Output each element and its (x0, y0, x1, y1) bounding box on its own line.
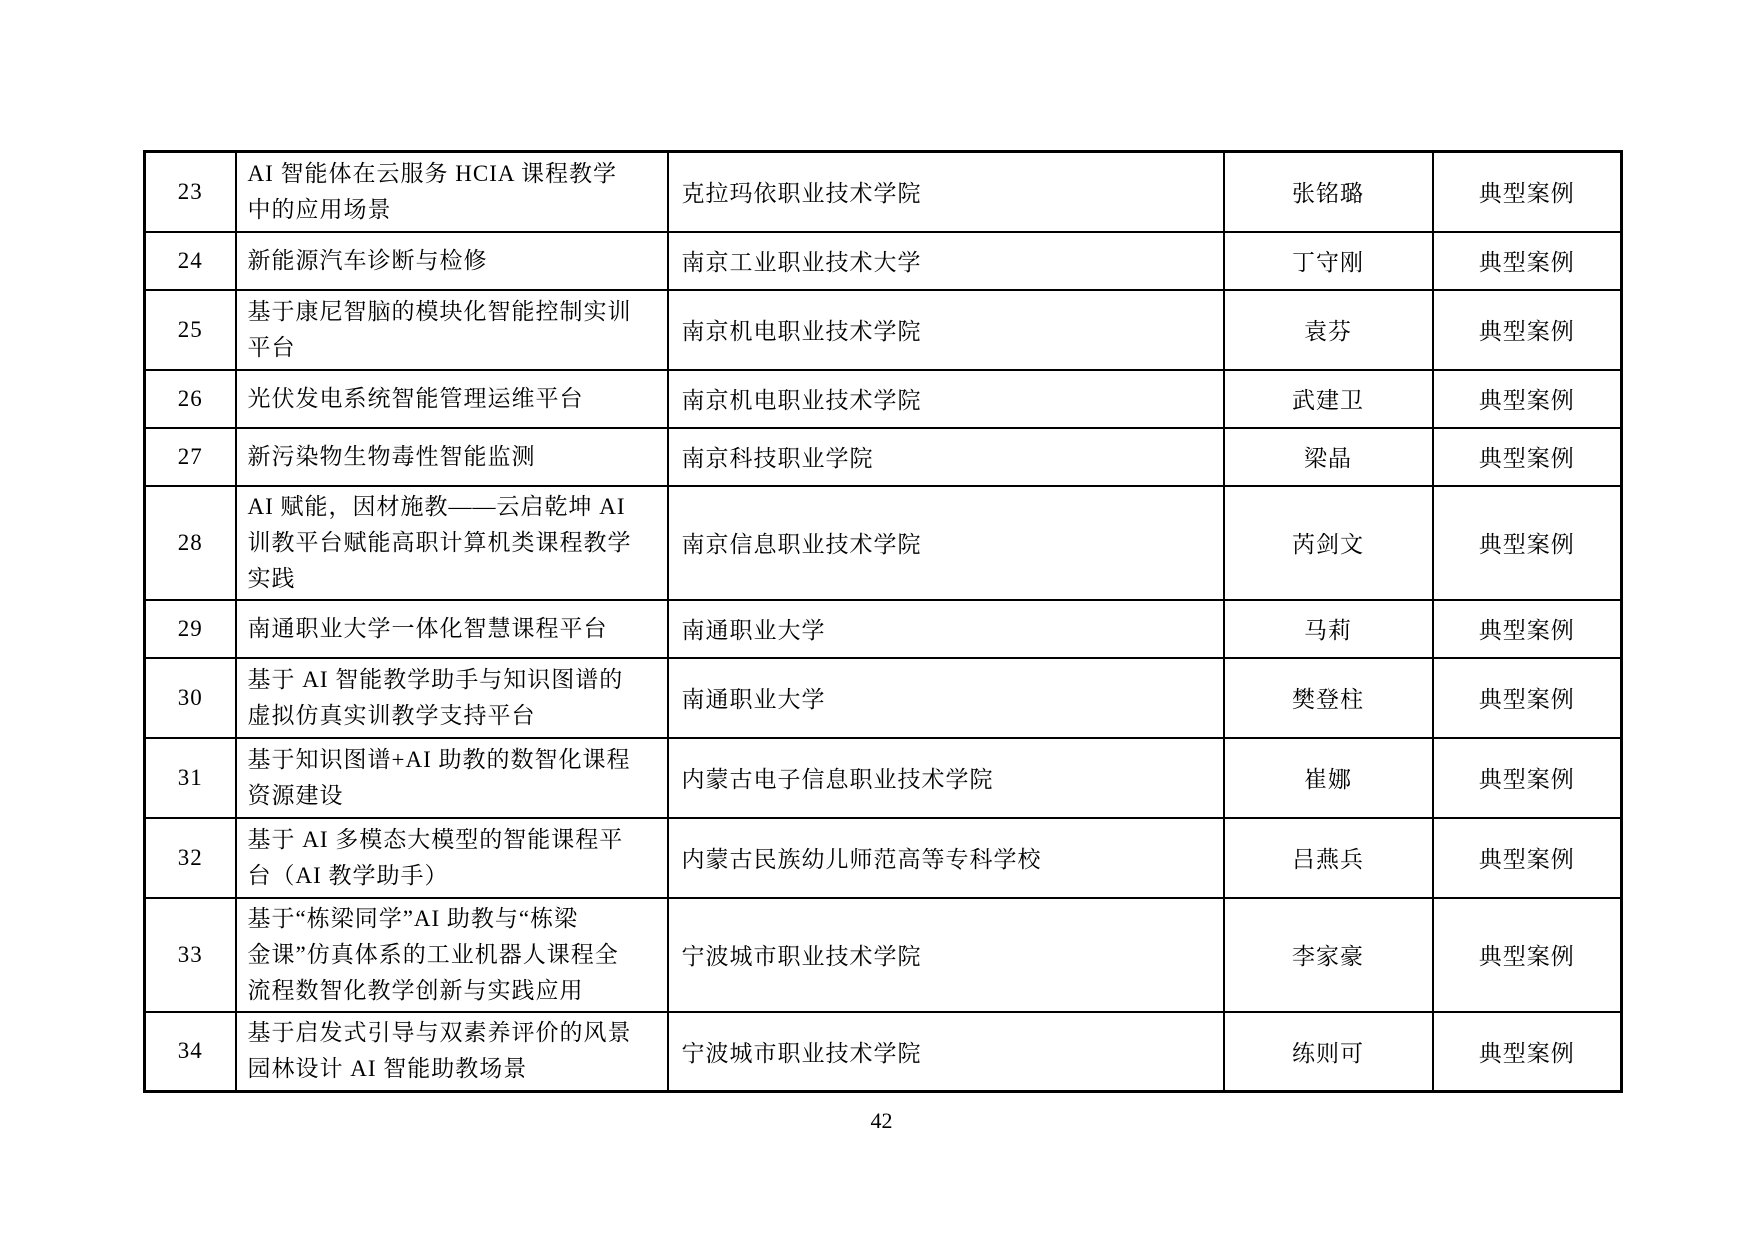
institution-cell: 南京科技职业学院 (668, 428, 1224, 486)
category-cell: 典型案例 (1433, 600, 1622, 658)
project-title-line: 流程数智化教学创新与实践应用 (247, 977, 584, 1003)
person-name-cell: 崔娜 (1224, 738, 1433, 818)
person-name-cell: 武建卫 (1224, 370, 1433, 428)
project-title-cell (236, 370, 668, 428)
project-title-cell (236, 290, 668, 370)
institution-cell: 南京信息职业技术学院 (668, 486, 1224, 600)
person-name-cell: 樊登柱 (1224, 658, 1433, 738)
row-number-cell: 27 (145, 428, 236, 486)
table-row (145, 818, 1622, 898)
category-cell: 典型案例 (1433, 486, 1622, 600)
institution-cell: 宁波城市职业技术学院 (668, 1012, 1224, 1092)
project-title-line: AI 赋能，因材施教——云启乾坤 AI (247, 493, 626, 519)
institution-cell: 南京工业职业技术大学 (668, 232, 1224, 290)
project-title-cell (236, 600, 668, 658)
institution-cell: 南京机电职业技术学院 (668, 290, 1224, 370)
institution-cell: 南通职业大学 (668, 658, 1224, 738)
project-title-line: 园林设计 AI 智能助教场景 (247, 1056, 528, 1082)
institution-cell: 南通职业大学 (668, 600, 1224, 658)
project-title-line: 实践 (247, 565, 296, 591)
table-row (145, 1012, 1622, 1092)
project-title-line: 训教平台赋能高职计算机类课程教学 (247, 529, 632, 555)
category-cell: 典型案例 (1433, 232, 1622, 290)
category-cell: 典型案例 (1433, 370, 1622, 428)
project-title-line: 基于“栋梁同学”AI 助教与“栋梁 (247, 905, 579, 931)
project-title-line: 台（AI 教学助手） (247, 862, 449, 888)
table-row (145, 658, 1622, 738)
row-number-cell: 34 (145, 1012, 236, 1092)
project-title-line: 基于 AI 多模态大模型的智能课程平 (247, 826, 624, 852)
institution-cell: 宁波城市职业技术学院 (668, 898, 1224, 1012)
person-name-cell: 李家豪 (1224, 898, 1433, 1012)
table-row (145, 290, 1622, 370)
category-cell: 典型案例 (1433, 152, 1622, 232)
row-number-cell: 25 (145, 290, 236, 370)
row-number-cell: 29 (145, 600, 236, 658)
category-cell: 典型案例 (1433, 658, 1622, 738)
project-title-cell (236, 486, 668, 600)
page-number: 42 (870, 1108, 893, 1133)
person-name-cell: 练则可 (1224, 1012, 1433, 1092)
person-name-cell: 马莉 (1224, 600, 1433, 658)
institution-cell: 南京机电职业技术学院 (668, 370, 1224, 428)
project-title-line: 金课”仿真体系的工业机器人课程全 (247, 941, 619, 967)
project-title-cell (236, 1012, 668, 1092)
project-title-cell (236, 738, 668, 818)
institution-cell: 克拉玛依职业技术学院 (668, 152, 1224, 232)
person-name-cell: 芮剑文 (1224, 486, 1433, 600)
category-cell: 典型案例 (1433, 738, 1622, 818)
table-row (145, 152, 1622, 232)
project-title-line: 新能源汽车诊断与检修 (247, 247, 488, 273)
person-name-cell: 张铭璐 (1224, 152, 1433, 232)
table-row (145, 428, 1622, 486)
person-name-cell: 丁守刚 (1224, 232, 1433, 290)
project-title-cell (236, 898, 668, 1012)
project-title-line: 基于康尼智脑的模块化智能控制实训 (247, 298, 632, 324)
project-title-line: 基于 AI 智能教学助手与知识图谱的 (247, 666, 624, 692)
project-title-cell (236, 428, 668, 486)
project-title-line: 虚拟仿真实训教学支持平台 (247, 702, 536, 728)
table-row (145, 898, 1622, 1012)
project-title-cell (236, 232, 668, 290)
project-title-cell (236, 658, 668, 738)
row-number-cell: 32 (145, 818, 236, 898)
institution-cell: 内蒙古电子信息职业技术学院 (668, 738, 1224, 818)
row-number-cell: 26 (145, 370, 236, 428)
row-number-cell: 23 (145, 152, 236, 232)
project-title-line: 基于启发式引导与双素养评价的风景 (247, 1020, 632, 1046)
project-title-line: 基于知识图谱+AI 助教的数智化课程 (247, 746, 631, 772)
project-title-line: 资源建设 (247, 782, 344, 808)
project-title-line: 中的应用场景 (247, 196, 392, 222)
row-number-cell: 33 (145, 898, 236, 1012)
row-number-cell: 28 (145, 486, 236, 600)
category-cell: 典型案例 (1433, 290, 1622, 370)
row-number-cell: 24 (145, 232, 236, 290)
table-row (145, 232, 1622, 290)
row-number-cell: 31 (145, 738, 236, 818)
project-title-line: 平台 (247, 334, 296, 360)
project-title-line: 新污染物生物毒性智能监测 (247, 443, 536, 469)
project-title-line: 南通职业大学一体化智慧课程平台 (247, 615, 608, 641)
project-title-cell (236, 152, 668, 232)
award-cases-table (143, 150, 1623, 1093)
table-row (145, 738, 1622, 818)
category-cell: 典型案例 (1433, 428, 1622, 486)
category-cell: 典型案例 (1433, 898, 1622, 1012)
person-name-cell: 梁晶 (1224, 428, 1433, 486)
category-cell: 典型案例 (1433, 1012, 1622, 1092)
project-title-line: 光伏发电系统智能管理运维平台 (247, 385, 584, 411)
person-name-cell: 袁芬 (1224, 290, 1433, 370)
category-cell: 典型案例 (1433, 818, 1622, 898)
table-row (145, 600, 1622, 658)
table-row (145, 486, 1622, 600)
row-number-cell: 30 (145, 658, 236, 738)
institution-cell: 内蒙古民族幼儿师范高等专科学校 (668, 818, 1224, 898)
project-title-line: AI 智能体在云服务 HCIA 课程教学 (247, 160, 617, 186)
person-name-cell: 吕燕兵 (1224, 818, 1433, 898)
project-title-cell (236, 818, 668, 898)
table-row (145, 370, 1622, 428)
